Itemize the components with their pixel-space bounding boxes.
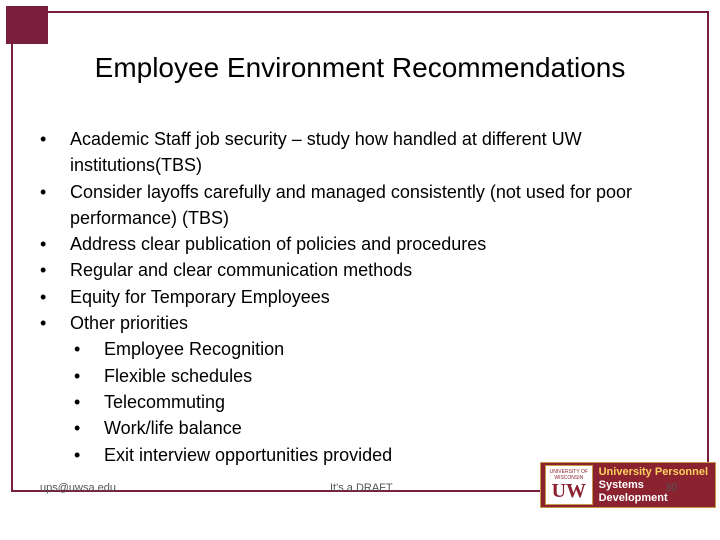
- bullet-text: Academic Staff job security – study how handled at different UW institutions(TBS): [70, 129, 582, 176]
- bullet-icon: •: [40, 286, 47, 307]
- bullet-icon: •: [40, 313, 47, 334]
- sub-bullet-text: Employee Recognition: [104, 339, 285, 360]
- sub-bullet-text: Exit interview opportunities provided: [104, 444, 393, 465]
- logo-line2: Systems Development: [598, 478, 668, 504]
- bullet-text: Address clear publication of policies and procedures: [70, 234, 487, 255]
- bullet-icon: •: [40, 234, 47, 255]
- seal-line1: UNIVERSITY OF: [549, 469, 588, 475]
- bullet-text: Regular and clear communication methods: [70, 260, 413, 281]
- corner-accent: [6, 6, 48, 44]
- bullet-text: Equity for Temporary Employees: [70, 286, 330, 307]
- bullet-text: Other priorities: [70, 313, 189, 334]
- bullet-text: Consider layoffs carefully and managed consistently (not used for poor performance) (TBS): [70, 181, 632, 228]
- seal-mark: UW: [551, 480, 587, 502]
- uw-seal: [545, 465, 593, 505]
- sub-bullet-text: Flexible schedules: [104, 365, 253, 386]
- sub-list-item: [74, 363, 680, 389]
- sub-bullet-text: Work/life balance: [104, 418, 242, 439]
- logo-line1: University Personnel: [598, 465, 709, 478]
- sub-list-item: [74, 389, 680, 415]
- list-item: [40, 231, 680, 257]
- list-item: [40, 126, 680, 179]
- sub-list-item: [74, 415, 680, 441]
- page-number: 30: [665, 482, 678, 494]
- list-item: [40, 179, 680, 232]
- list-item: [40, 284, 680, 310]
- footer-note: It's a DRAFT.: [330, 482, 395, 494]
- seal-line2: WISCONSIN: [554, 475, 584, 481]
- bullet-icon: •: [74, 444, 81, 465]
- footer-email: ups@uwsa.edu: [40, 482, 116, 494]
- bullet-icon: •: [40, 260, 47, 281]
- bullet-icon: •: [40, 129, 47, 149]
- bullet-icon: •: [74, 365, 81, 386]
- sub-list-item: [74, 336, 680, 362]
- bullet-icon: •: [74, 418, 81, 439]
- sub-bullet-text: Telecommuting: [104, 391, 226, 412]
- ups-logo: [540, 462, 716, 508]
- list-item: [40, 257, 680, 283]
- bullet-icon: •: [74, 391, 81, 412]
- bullet-icon: •: [40, 181, 47, 202]
- slide-title: Employee Environment Recommendations: [94, 52, 626, 83]
- bullet-list: [40, 126, 680, 468]
- list-item: [40, 310, 680, 336]
- logo-text: [599, 466, 715, 505]
- bullet-icon: •: [74, 339, 81, 360]
